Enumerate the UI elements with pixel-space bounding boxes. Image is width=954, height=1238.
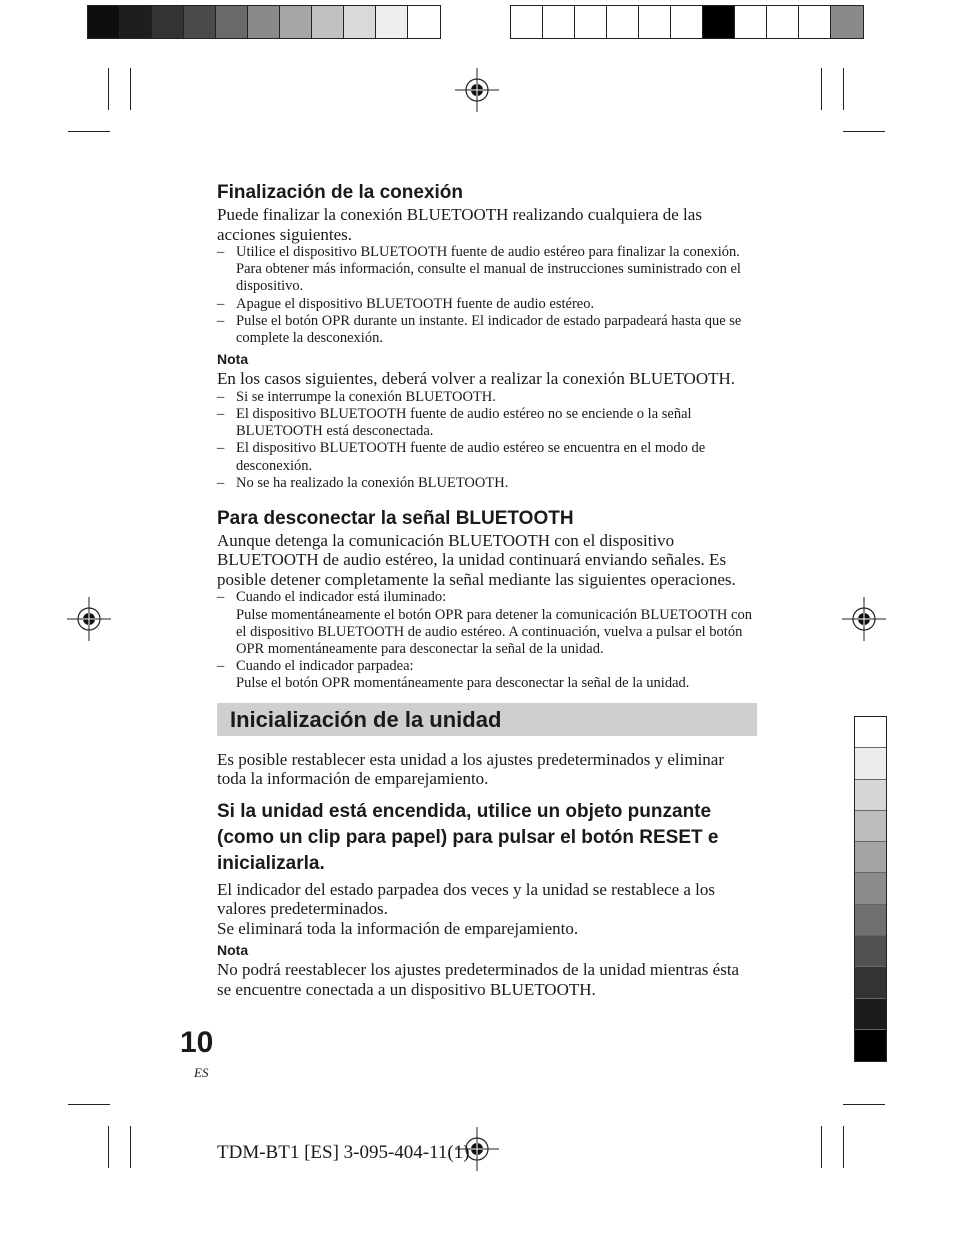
list-item: – Apague el dispositivo BLUETOOTH fuente de audio estéreo. [217, 295, 595, 312]
color-swatch [855, 936, 886, 967]
reset-instruction-heading: Si la unidad está encendida, utilice un objeto punzante (como un clip para papel) para pulsar el botón RESET e inicializarla. [217, 800, 719, 874]
list-item: – Cuando el indicador está iluminado: Pulse momentáneamente el botón OPR para detener la comunicación BLUETOOTH con el dispositivo BLUETOOTH de audio estéreo. A continuación, vuelva a pulsar el botón OPR momentáneamente para desconectar la señal de la unidad. [217, 589, 752, 658]
color-swatch [543, 6, 575, 38]
section-title-band [217, 703, 757, 736]
dash-list [217, 389, 757, 492]
reset-paragraph: El indicador del estado parpadea dos veces y la unidad se restablece a los valores predeterminados. [217, 879, 715, 919]
color-swatch [639, 6, 671, 38]
footer-model-code: TDM-BT1 [ES] 3-095-404-11(1) [217, 1142, 470, 1163]
color-calibration-bar-right [510, 5, 864, 39]
dash-list [217, 244, 757, 347]
note-label: Nota [217, 942, 249, 959]
registration-target-icon [455, 68, 499, 112]
section-intro: Aunque detenga la comunicación BLUETOOTH con el dispositivo BLUETOOTH de audio estéreo, la unidad continuará enviando señales. Es posible detener completamente la señal mediante las siguientes operaciones. [217, 530, 736, 589]
color-swatch [855, 811, 886, 842]
color-swatch [703, 6, 735, 38]
section-intro: Puede finalizar la conexión BLUETOOTH realizando cualquiera de las acciones siguientes. [217, 205, 702, 244]
registration-target-icon [67, 597, 111, 641]
color-swatch [152, 6, 184, 38]
section-heading-desconectar: Para desconectar la señal BLUETOOTH [217, 507, 574, 529]
color-swatch [855, 967, 886, 998]
color-swatch [216, 6, 248, 38]
color-swatch [855, 748, 886, 779]
section-heading-finalizacion: Finalización de la conexión [217, 182, 463, 203]
list-item: – El dispositivo BLUETOOTH fuente de audio estéreo no se enciende o la señal BLUETOOTH está desconectada. [217, 405, 692, 440]
section-title-inicializacion: Inicialización de la unidad [230, 706, 502, 732]
color-swatch [376, 6, 408, 38]
note-label: Nota [217, 351, 249, 368]
section-intro: Es posible restablecer esta unidad a los ajustes predeterminados y eliminar toda la información de emparejamiento. [217, 749, 725, 789]
color-swatch [344, 6, 376, 38]
language-code: ES [194, 1065, 209, 1080]
gray-scale-strip [854, 716, 887, 1062]
page-content [217, 180, 757, 999]
list-item: – Si se interrumpe la conexión BLUETOOTH. [217, 388, 496, 405]
color-swatch [855, 780, 886, 811]
color-swatch [767, 6, 799, 38]
color-swatch [312, 6, 344, 38]
color-swatch [184, 6, 216, 38]
color-swatch [575, 6, 607, 38]
color-swatch [735, 6, 767, 38]
color-calibration-bar-left [87, 5, 441, 39]
color-swatch [855, 905, 886, 936]
list-item: – Cuando el indicador parpadea: Pulse el botón OPR momentáneamente para desconectar la señal de la unidad. [217, 658, 690, 692]
note-text: No podrá reestablecer los ajustes predeterminados de la unidad mientras ésta se encuentre conectada a un dispositivo BLUETOOTH. [217, 960, 740, 999]
color-swatch [120, 6, 152, 38]
color-swatch [280, 6, 312, 38]
list-item: – Utilice el dispositivo BLUETOOTH fuente de audio estéreo para finalizar la conexión. Para obtener más información, consulte el manual de instrucciones suministrado con el dispositivo. [217, 244, 741, 295]
color-swatch [855, 873, 886, 904]
list-item: – Pulse el botón OPR durante un instante. El indicador de estado parpadeará hasta que se complete la desconexión. [217, 312, 742, 347]
color-swatch [511, 6, 543, 38]
color-swatch [855, 842, 886, 873]
color-swatch [799, 6, 831, 38]
reset-paragraph: Se eliminará toda la información de emparejamiento. [217, 918, 579, 938]
registration-target-icon [842, 597, 886, 641]
list-item: – El dispositivo BLUETOOTH fuente de audio estéreo se encuentra en el modo de desconexión. [217, 440, 706, 474]
color-swatch [88, 6, 120, 38]
color-swatch [671, 6, 703, 38]
color-swatch [855, 717, 886, 748]
page-number: 10 [180, 1026, 214, 1059]
color-swatch [607, 6, 639, 38]
list-item: – No se ha realizado la conexión BLUETOOTH. [217, 474, 509, 491]
color-swatch [248, 6, 280, 38]
color-swatch [855, 999, 886, 1030]
color-swatch [408, 6, 440, 38]
color-swatch [831, 6, 863, 38]
note-intro: En los casos siguientes, deberá volver a realizar la conexión BLUETOOTH. [217, 369, 736, 389]
color-swatch [855, 1030, 886, 1061]
dash-list [217, 589, 757, 692]
